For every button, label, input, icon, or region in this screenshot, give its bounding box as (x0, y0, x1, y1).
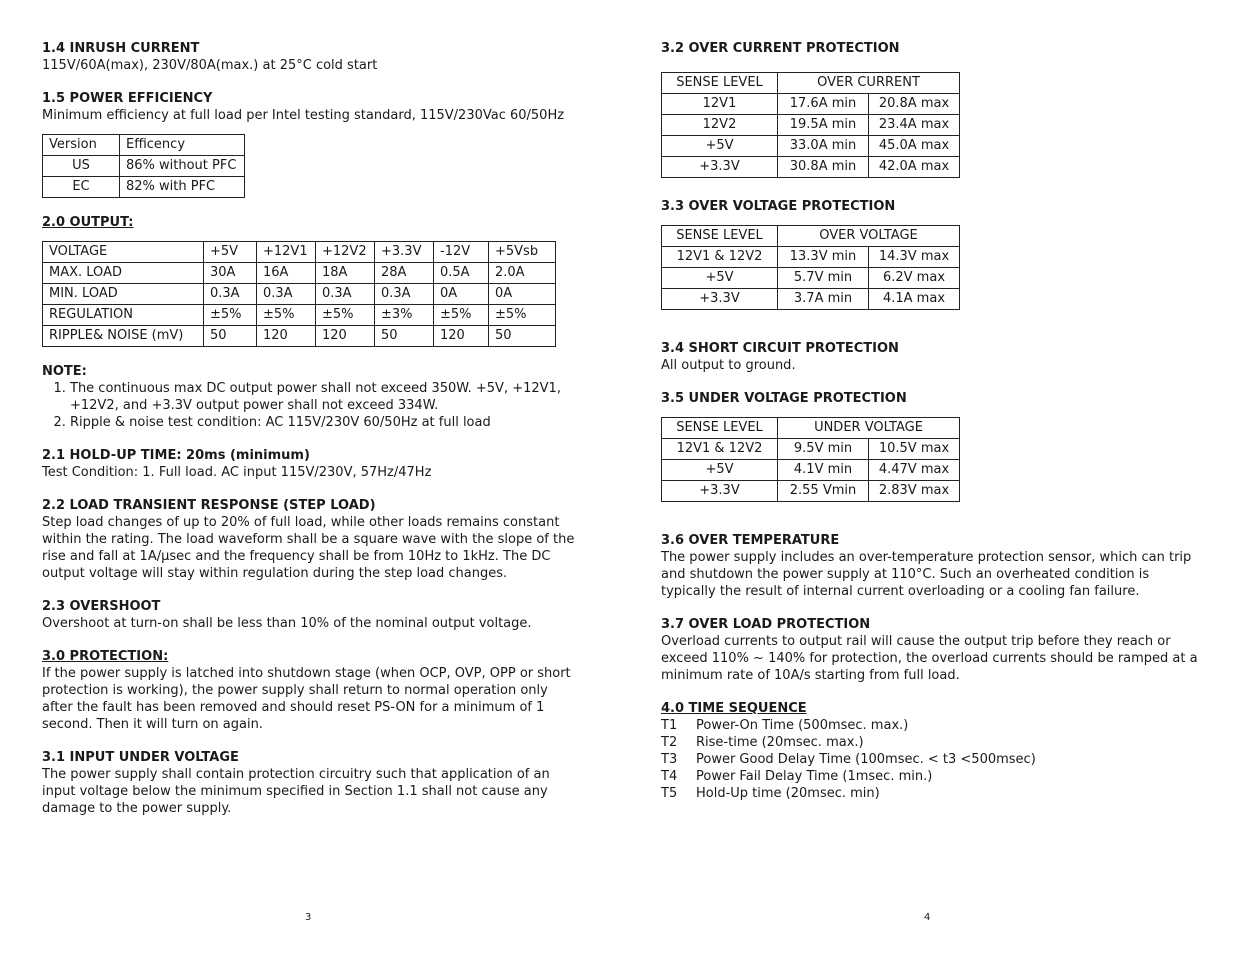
table-cell: 5.7V min (778, 268, 869, 289)
timing-desc: Power-On Time (500msec. max.) (696, 718, 909, 733)
table-cell: 45.0A max (869, 136, 960, 157)
table-cell: +5V (204, 242, 257, 263)
table-header-cell: UNDER VOLTAGE (778, 418, 960, 439)
table-header-cell: OVER VOLTAGE (778, 226, 960, 247)
ovp-section (661, 198, 1201, 310)
table-cell: +5V (662, 460, 778, 481)
ocp-section (661, 40, 1201, 178)
timing-desc: Power Fail Delay Time (1msec. min.) (696, 769, 933, 784)
timing-desc: Hold-Up time (20msec. min) (696, 786, 880, 801)
table-cell: ±5% (204, 305, 257, 326)
table-cell: 12V1 & 12V2 (662, 247, 778, 268)
table-cell: 2.0A (489, 263, 556, 284)
table-row (43, 242, 556, 263)
table-cell: 120 (257, 326, 316, 347)
protection-heading: 3.0 PROTECTION: (42, 649, 169, 664)
table-row (662, 73, 960, 94)
table-cell: 50 (204, 326, 257, 347)
transient-text: Step load changes of up to 20% of full load, while other loads remains constant within the rating. The load waveform shall be a square wave with the slope of the rise and fall at 1A/μsec and the frequency shall be from 10Hz to 1kHz. The DC output voltage will stay within regulation during the step load changes. (42, 515, 575, 581)
left-page (42, 40, 582, 817)
table-row (43, 305, 556, 326)
otp-text: The power supply includes an over-temperature protection sensor, which can trip and shutdown the power supply at 110°C. Such an overheated condition is typically the result of internal current overloading or a cooling fan failure. (661, 550, 1192, 599)
table-header-cell: SENSE LEVEL (662, 73, 778, 94)
timing-desc: Rise-time (20msec. max.) (696, 735, 864, 750)
table-cell: 12V2 (662, 115, 778, 136)
table-cell: ±5% (316, 305, 375, 326)
table-cell: 9.5V min (778, 439, 869, 460)
table-row (662, 481, 960, 502)
table-cell: 0.3A (375, 284, 434, 305)
table-cell: +12V1 (257, 242, 316, 263)
list-item (661, 785, 1201, 802)
table-cell: MIN. LOAD (43, 284, 204, 305)
table-cell: +5Vsb (489, 242, 556, 263)
table-cell: Version (43, 135, 120, 156)
olp-text: Overload currents to output rail will cause the output trip before they reach or exceed 110% ~ 140% for protection, the overload currents should be ramped at a minimum rate of 10A/s starting from full load. (661, 634, 1198, 683)
table-header-cell: OVER CURRENT (778, 73, 960, 94)
olp-section (661, 616, 1201, 684)
overshoot-text: Overshoot at turn-on shall be less than 10% of the nominal output voltage. (42, 616, 532, 631)
transient-section (42, 497, 582, 582)
table-cell: EC (43, 177, 120, 198)
inrush-text: 115V/60A(max), 230V/80A(max.) at 25°C cold start (42, 58, 378, 73)
table-cell: 0.3A (257, 284, 316, 305)
table-cell: US (43, 156, 120, 177)
otp-section (661, 532, 1201, 600)
table-row (43, 326, 556, 347)
table-row (43, 156, 245, 177)
timing-key: T3 (661, 752, 678, 767)
table-row (662, 247, 960, 268)
list-item: 1. The continuous max DC output power shall not exceed 350W. +5V, +12V1, +12V2, and +3.3V output power shall not exceed 334W. (70, 380, 582, 414)
table-cell: 0.3A (204, 284, 257, 305)
table-cell: 16A (257, 263, 316, 284)
table-row (662, 115, 960, 136)
list-item (661, 734, 1201, 751)
table-cell: 50 (489, 326, 556, 347)
table-cell: REGULATION (43, 305, 204, 326)
table-cell: 42.0A max (869, 157, 960, 178)
table-cell: 12V1 & 12V2 (662, 439, 778, 460)
ovp-heading: 3.3 OVER VOLTAGE PROTECTION (661, 199, 896, 214)
table-row (662, 439, 960, 460)
holdup-text: Test Condition: 1. Full load. AC input 115V/230V, 57Hz/47Hz (42, 465, 432, 480)
note-heading: NOTE: (42, 364, 87, 379)
scp-heading: 3.4 SHORT CIRCUIT PROTECTION (661, 341, 899, 356)
list-item (661, 768, 1201, 785)
timing-key: T4 (661, 769, 678, 784)
input-uv-heading: 3.1 INPUT UNDER VOLTAGE (42, 750, 239, 765)
table-cell: +3.3V (662, 289, 778, 310)
table-cell: VOLTAGE (43, 242, 204, 263)
input-uv-section (42, 749, 582, 817)
efficiency-heading: 1.5 POWER EFFICIENCY (42, 91, 213, 106)
table-row (43, 263, 556, 284)
table-cell: 18A (316, 263, 375, 284)
table-cell: -12V (434, 242, 489, 263)
table-cell: Efficency (120, 135, 245, 156)
table-cell: +12V2 (316, 242, 375, 263)
scp-text: All output to ground. (661, 358, 796, 373)
table-header-cell: SENSE LEVEL (662, 418, 778, 439)
page-number-left: 3 (305, 912, 312, 923)
table-cell: 0A (489, 284, 556, 305)
table-cell: +5V (662, 136, 778, 157)
timing-section (661, 700, 1201, 802)
table-cell: ±5% (257, 305, 316, 326)
table-cell: 19.5A min (778, 115, 869, 136)
table-row (662, 157, 960, 178)
ocp-heading: 3.2 OVER CURRENT PROTECTION (661, 41, 900, 56)
output-table (42, 241, 556, 347)
table-cell: 6.2V max (869, 268, 960, 289)
table-row (662, 289, 960, 310)
input-uv-text: The power supply shall contain protection circuitry such that application of an input voltage below the minimum specified in Section 1.1 shall not cause any damage to the power supply. (42, 767, 550, 816)
table-cell: 82% with PFC (120, 177, 245, 198)
table-cell: 17.6A min (778, 94, 869, 115)
list-item: 2. Ripple & noise test condition: AC 115V/230V 60/50Hz at full load (70, 414, 582, 431)
table-row (43, 177, 245, 198)
ovp-table (661, 225, 960, 310)
table-row (662, 136, 960, 157)
table-cell: 4.1A max (869, 289, 960, 310)
table-row (43, 135, 245, 156)
table-cell: 13.3V min (778, 247, 869, 268)
output-section (42, 214, 582, 347)
table-cell: RIPPLE& NOISE (mV) (43, 326, 204, 347)
table-cell: ±5% (489, 305, 556, 326)
protection-section (42, 648, 582, 733)
olp-heading: 3.7 OVER LOAD PROTECTION (661, 617, 871, 632)
ocp-table (661, 72, 960, 178)
uvp-section (661, 390, 1201, 502)
inrush-section (42, 40, 582, 74)
table-cell: 120 (316, 326, 375, 347)
uvp-table (661, 417, 960, 502)
efficiency-text: Minimum efficiency at full load per Intel testing standard, 115V/230Vac 60/50Hz (42, 108, 565, 123)
table-cell: 30A (204, 263, 257, 284)
protection-text: If the power supply is latched into shutdown stage (when OCP, OVP, OPP or short protection is working), the power supply shall return to normal operation only after the fault has been removed and should reset PS-ON for a minimum of 1 second. Then it will turn on again. (42, 666, 571, 732)
table-cell: 10.5V max (869, 439, 960, 460)
table-row (662, 94, 960, 115)
timing-key: T5 (661, 786, 678, 801)
table-cell: 3.7A min (778, 289, 869, 310)
scp-section (661, 340, 1201, 374)
table-cell: ±3% (375, 305, 434, 326)
table-cell: +3.3V (662, 481, 778, 502)
transient-heading: 2.2 LOAD TRANSIENT RESPONSE (STEP LOAD) (42, 498, 376, 513)
table-cell: 30.8A min (778, 157, 869, 178)
table-cell: 33.0A min (778, 136, 869, 157)
table-cell: +5V (662, 268, 778, 289)
table-cell: 20.8A max (869, 94, 960, 115)
table-cell: 2.83V max (869, 481, 960, 502)
timing-key: T2 (661, 735, 678, 750)
uvp-heading: 3.5 UNDER VOLTAGE PROTECTION (661, 391, 907, 406)
table-header-cell: SENSE LEVEL (662, 226, 778, 247)
right-page (661, 40, 1201, 802)
table-row (662, 460, 960, 481)
table-cell: 0.3A (316, 284, 375, 305)
timing-key: T1 (661, 718, 678, 733)
efficiency-table (42, 134, 245, 198)
table-cell: 12V1 (662, 94, 778, 115)
table-row (43, 284, 556, 305)
table-cell: 0A (434, 284, 489, 305)
overshoot-heading: 2.3 OVERSHOOT (42, 599, 161, 614)
inrush-heading: 1.4 INRUSH CURRENT (42, 41, 200, 56)
table-cell: 4.1V min (778, 460, 869, 481)
timing-desc: Power Good Delay Time (100msec. < t3 <500msec) (696, 752, 1036, 767)
table-cell: 120 (434, 326, 489, 347)
output-heading: 2.0 OUTPUT: (42, 215, 134, 230)
note-section (42, 363, 582, 431)
table-row (662, 418, 960, 439)
note-list (42, 380, 582, 431)
table-cell: +3.3V (375, 242, 434, 263)
table-cell: 2.55 Vmin (778, 481, 869, 502)
list-item (661, 717, 1201, 734)
table-cell: 14.3V max (869, 247, 960, 268)
holdup-section (42, 447, 582, 481)
otp-heading: 3.6 OVER TEMPERATURE (661, 533, 840, 548)
table-cell: 86% without PFC (120, 156, 245, 177)
timing-heading: 4.0 TIME SEQUENCE (661, 701, 807, 716)
table-cell: 0.5A (434, 263, 489, 284)
page-number-right: 4 (924, 912, 931, 923)
table-cell: 28A (375, 263, 434, 284)
list-item (661, 751, 1201, 768)
overshoot-section (42, 598, 582, 632)
table-cell: +3.3V (662, 157, 778, 178)
table-cell: 23.4A max (869, 115, 960, 136)
table-row (662, 226, 960, 247)
table-cell: MAX. LOAD (43, 263, 204, 284)
holdup-heading: 2.1 HOLD-UP TIME: 20ms (minimum) (42, 448, 310, 463)
table-cell: 4.47V max (869, 460, 960, 481)
timing-list (661, 717, 1201, 802)
table-cell: 50 (375, 326, 434, 347)
table-row (662, 268, 960, 289)
table-cell: ±5% (434, 305, 489, 326)
efficiency-section (42, 90, 582, 198)
